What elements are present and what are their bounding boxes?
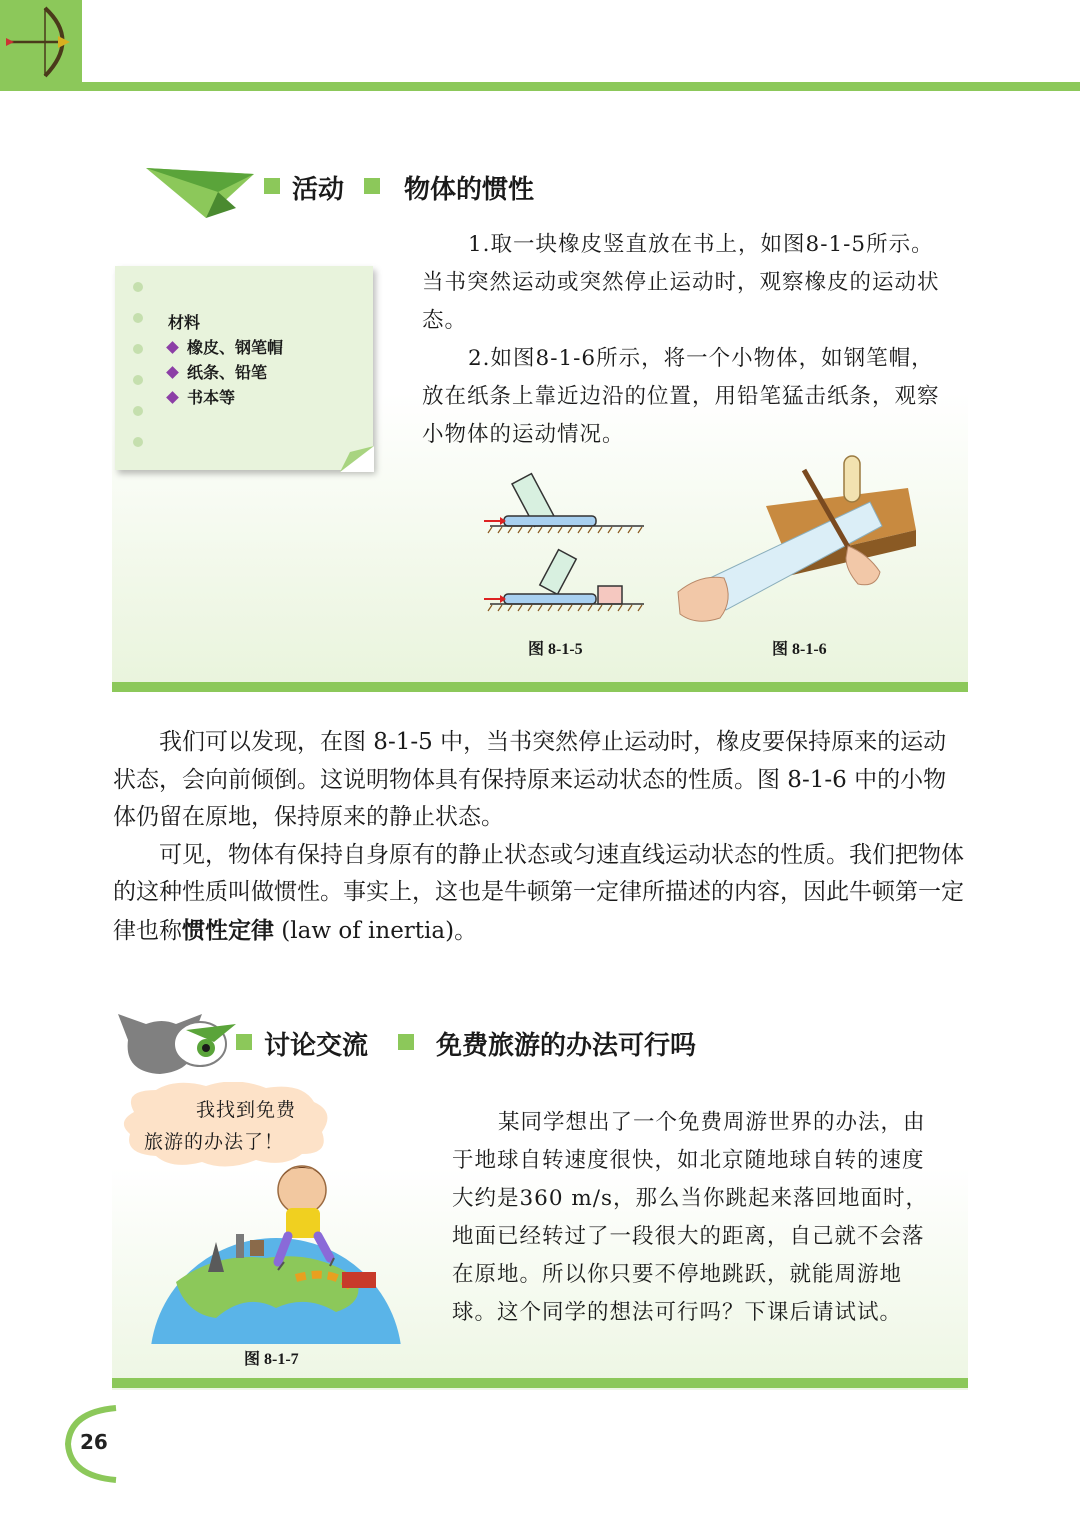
- figure-8-1-5-illustration: [482, 470, 648, 620]
- activity-bottom-rule: [112, 682, 968, 692]
- owl-mascot-icon: [116, 1010, 240, 1076]
- materials-item: 书本等: [168, 385, 283, 410]
- page-number: 26: [80, 1430, 108, 1454]
- discussion-title: 免费旅游的办法可行吗: [436, 1031, 697, 1061]
- discussion-text: 某同学想出了一个免费周游世界的办法，由于地球自转速度很快，如北京随地球自转的速度大约是360 m/s，那么当你跳起来落回地面时，地面已经转过了一段很大的距离，自己就不会落在原地。所以你只要不停地跳跃，就能周游地球。这个同学的想法可行吗？下课后请试试。: [452, 1110, 929, 1325]
- header-rule: [0, 82, 1080, 91]
- body-text: [113, 724, 968, 950]
- discussion-bottom-rule: [112, 1378, 968, 1388]
- materials-title: 材料: [168, 313, 201, 332]
- materials-item: 橡皮、钢笔帽: [168, 335, 283, 360]
- materials-list: [168, 335, 283, 410]
- diamond-bullet-icon: [166, 391, 179, 404]
- diamond-bullet-icon: [166, 366, 179, 379]
- discussion-label: 讨论交流: [264, 1031, 369, 1061]
- body-paragraph: 我们可以发现，在图 8-1-5 中，当书突然停止运动时，橡皮要保持原来的运动状态，会向前倾倒。这说明物体具有保持原来运动状态的性质。图 8-1-6 中的小物体仍留在原地，保持原来的静止状态。: [113, 729, 947, 830]
- section-square: [236, 1034, 252, 1050]
- figure-caption: 图 8-1-7: [244, 1351, 299, 1368]
- materials-dots: [133, 282, 143, 468]
- header-corner-box: [0, 0, 82, 84]
- activity-step-1: 1.取一块橡皮竖直放在书上，如图8-1-5所示。当书突然运动或突然停止运动时，观察橡皮的运动状态。: [422, 232, 940, 333]
- figure-caption: 图 8-1-6: [772, 641, 827, 658]
- activity-step-2: 2.如图8-1-6所示，将一个小物体，如钢笔帽，放在纸条上靠近边沿的位置，用铅笔猛击纸条，观察小物体的运动情况。: [422, 346, 940, 447]
- page-curl-icon: [340, 446, 374, 472]
- key-term: 惯性定律: [182, 916, 274, 944]
- activity-label: 活动: [292, 175, 345, 205]
- body-paragraph: 可见，物体有保持自身原有的静止状态或匀速直线运动状态的性质。我们把物体的这种性质叫做惯性。事实上，这也是牛顿第一定律所描述的内容，因此牛顿第一定律也称惯性定律 (law of inertia)。: [113, 841, 964, 944]
- activity-title: 物体的惯性: [404, 175, 535, 205]
- paper-plane-icon: [146, 160, 258, 222]
- section-square: [398, 1034, 414, 1050]
- section-square: [264, 178, 280, 194]
- speech-bubble-text: 我找到免费 旅游的办法了！: [144, 1099, 297, 1153]
- section-square: [364, 178, 380, 194]
- figure-caption: 图 8-1-5: [528, 641, 583, 658]
- figure-8-1-6-illustration: [670, 450, 920, 630]
- materials-item: 纸条、铅笔: [168, 360, 283, 385]
- bow-arrow-icon: [0, 0, 82, 84]
- diamond-bullet-icon: [166, 341, 179, 354]
